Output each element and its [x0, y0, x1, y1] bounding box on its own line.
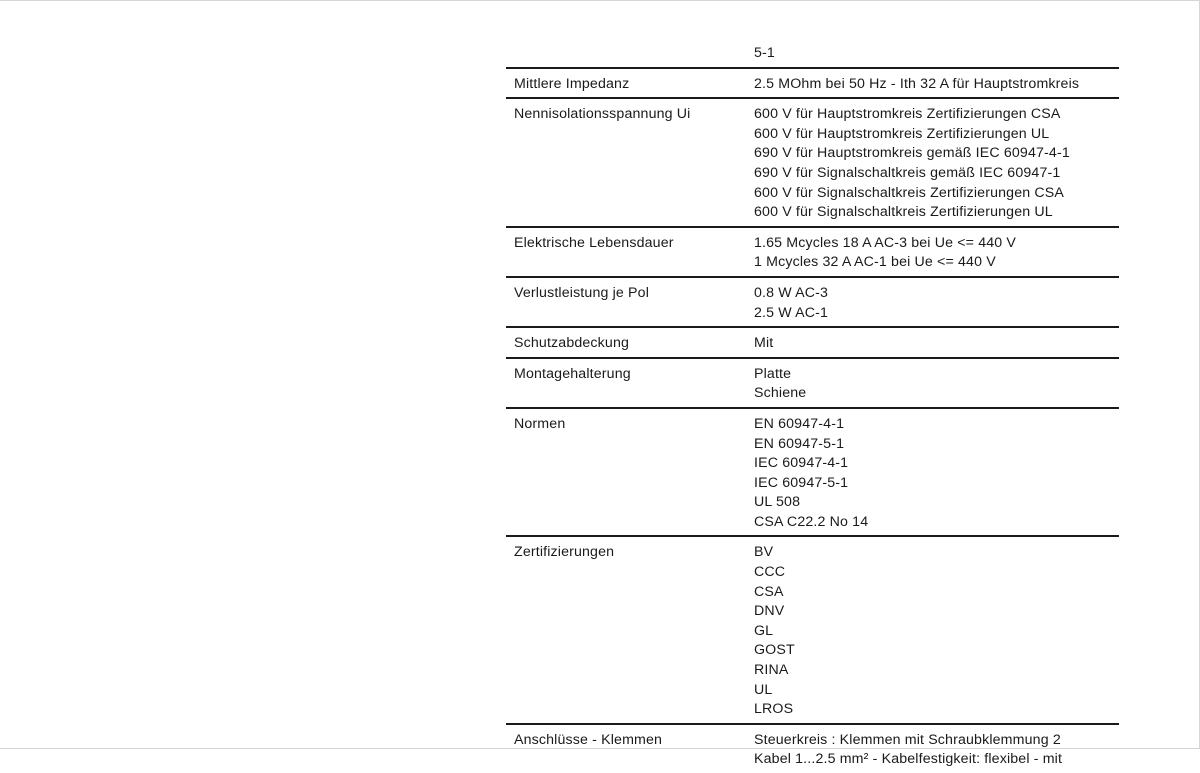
spec-table — [506, 41, 1119, 773]
spec-value: UL — [754, 681, 773, 698]
spec-value: CSA — [754, 583, 784, 600]
spec-values — [754, 731, 1119, 770]
spec-label: Verlustleistung je Pol — [514, 284, 650, 301]
spec-value: Steuerkreis : Klemmen mit Schraubklemmung 2 — [754, 731, 1061, 748]
spec-value: 2.5 W AC-1 — [754, 304, 829, 321]
spec-value: CCC — [754, 564, 786, 581]
spec-label: Nennisolationsspannung Ui — [514, 106, 691, 123]
spec-value: EN 60947-5-1 — [754, 435, 845, 452]
spec-value: RINA — [754, 662, 789, 679]
spec-label: Zertifizierungen — [514, 544, 615, 561]
spec-row — [506, 41, 1119, 67]
spec-row — [506, 326, 1119, 357]
spec-label — [506, 44, 754, 64]
spec-value: 600 V für Signalschaltkreis Zertifizierungen CSA — [754, 184, 1065, 201]
spec-label: Anschlüsse - Klemmen — [514, 731, 663, 748]
spec-row — [506, 97, 1119, 226]
spec-label: Montagehalterung — [514, 365, 631, 382]
spec-row — [506, 226, 1119, 276]
spec-values — [754, 75, 1119, 95]
spec-row — [506, 276, 1119, 326]
spec-value: IEC 60947-4-1 — [754, 455, 849, 472]
spec-values — [754, 334, 1119, 354]
spec-value: 600 V für Signalschaltkreis Zertifizierungen UL — [754, 204, 1053, 221]
spec-row — [506, 67, 1119, 98]
spec-value: Schiene — [754, 385, 807, 402]
spec-value: 0.8 W AC-3 — [754, 284, 829, 301]
spec-values — [754, 415, 1119, 533]
spec-row — [506, 723, 1119, 773]
spec-value: 5-1 — [754, 45, 775, 61]
spec-value: BV — [754, 544, 774, 561]
spec-value: Mit — [754, 335, 774, 352]
spec-values — [754, 543, 1119, 719]
spec-values — [754, 284, 1119, 323]
spec-value: 600 V für Hauptstromkreis Zertifizierungen UL — [754, 125, 1050, 142]
spec-value: 600 V für Hauptstromkreis Zertifizierungen CSA — [754, 106, 1061, 123]
spec-values — [754, 44, 1119, 64]
spec-value: 2.5 MOhm bei 50 Hz - Ith 32 A für Hauptstromkreis — [754, 75, 1080, 92]
spec-value: GOST — [754, 642, 795, 659]
spec-values — [754, 234, 1119, 273]
spec-value: Platte — [754, 365, 792, 382]
spec-label: Schutzabdeckung — [514, 335, 630, 352]
spec-row — [506, 357, 1119, 407]
spec-label: Mittlere Impedanz — [514, 75, 630, 92]
spec-value: IEC 60947-5-1 — [754, 474, 849, 491]
spec-value: 690 V für Signalschaltkreis gemäß IEC 60947-1 — [754, 164, 1061, 181]
spec-value: LROS — [754, 701, 794, 718]
spec-value: EN 60947-4-1 — [754, 415, 845, 432]
spec-value: UL 508 — [754, 494, 801, 511]
spec-row — [506, 407, 1119, 536]
spec-value: DNV — [754, 603, 785, 620]
spec-values — [754, 365, 1119, 404]
spec-value: 690 V für Hauptstromkreis gemäß IEC 60947-4-1 — [754, 145, 1070, 162]
spec-value: 1 Mcycles 32 A AC-1 bei Ue <= 440 V — [754, 254, 996, 271]
spec-value: CSA C22.2 No 14 — [754, 513, 869, 530]
spec-value: GL — [754, 622, 774, 639]
spec-row — [506, 535, 1119, 722]
spec-values — [754, 105, 1119, 223]
spec-label: Normen — [514, 415, 566, 432]
spec-value: Kabel 1...2.5 mm² - Kabelfestigkeit: flexibel - mit — [754, 751, 1063, 768]
spec-label: Elektrische Lebensdauer — [514, 234, 674, 251]
spec-value: 1.65 Mcycles 18 A AC-3 bei Ue <= 440 V — [754, 234, 1017, 251]
